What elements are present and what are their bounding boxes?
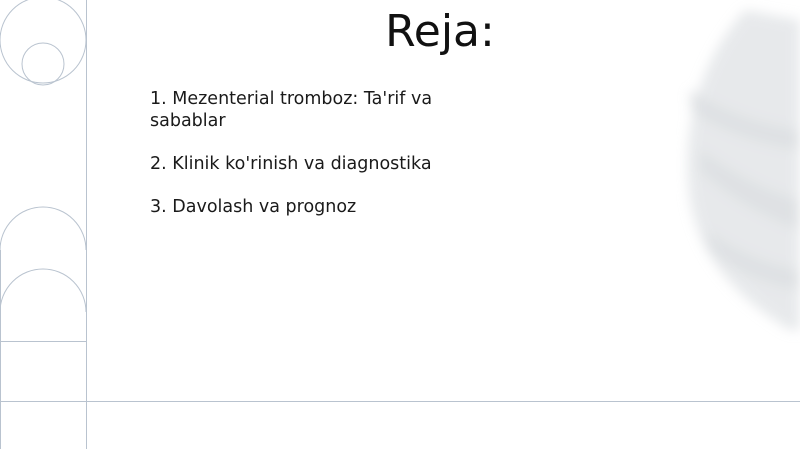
agenda-list [150, 88, 480, 239]
agenda-item: 1. Mezenterial tromboz: Ta'rif va sabablar [150, 89, 433, 131]
agenda-item: 2. Klinik ko'rinish va diagnostika [150, 154, 432, 174]
agenda-item: 3. Davolash va prognoz [150, 197, 357, 217]
slide-title: Reja: [385, 6, 495, 57]
